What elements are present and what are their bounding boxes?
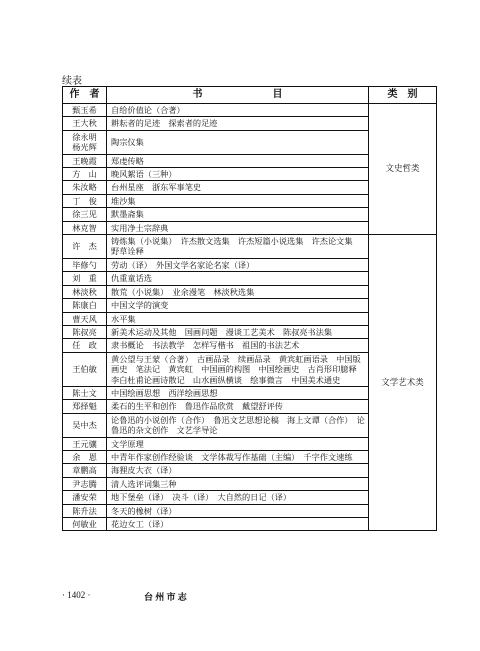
author-cell: 王大秋 [63, 117, 107, 130]
works-cell: 晚风絮语（三种） [107, 168, 369, 181]
works-cell: 柔石的生平和创作 鲁迅作品欣赏 戴望舒评传 [107, 400, 369, 413]
works-cell: 劳动（译） 外国文学名家论名家（译） [107, 258, 369, 271]
author-cell: 尹志腾 [63, 477, 107, 490]
author-cell: 刘 重 [63, 272, 107, 285]
works-cell: 散荒（小说集） 业余漫笔 林淡秋选集 [107, 285, 369, 298]
works-cell: 仇重童话选 [107, 272, 369, 285]
volume-title: 台 州 市 志 [144, 592, 187, 602]
works-cell: 黄公望与王蒙（合著） 古画品录 续画品录 黄宾虹画语录 中国版画史 笔法记 黄宾虹 中国画的构图 中国绘画史 古肖形印臆释 李白杜甫论画诗散记 山水画纵横谈 绘事微言 中国美术通史 [107, 352, 369, 386]
author-cell: 陈叔亮 [63, 325, 107, 338]
author-cell: 丁 俊 [63, 194, 107, 207]
table-row [63, 235, 437, 259]
works-cell: 文学原理 [107, 437, 369, 450]
header-category: 类 别 [369, 87, 437, 104]
header-author: 作 者 [63, 87, 107, 104]
table-header-row [63, 87, 437, 104]
author-cell: 陈升法 [63, 504, 107, 517]
author-cell: 毕修勺 [63, 258, 107, 271]
author-cell: 方 山 [63, 168, 107, 181]
page-footer [62, 590, 187, 602]
author-cell: 余 恩 [63, 450, 107, 463]
author-cell: 徐三见 [63, 208, 107, 221]
category-cell: 文史哲类 [369, 104, 437, 235]
works-cell: 水平集 [107, 312, 369, 325]
works-cell: 新美术运动及其他 国画问题 漫谈工艺美术 陈叔亮书法集 [107, 325, 369, 338]
author-cell: 许 杰 [63, 235, 107, 259]
author-cell: 任 政 [63, 339, 107, 352]
category-cell: 文学艺术类 [369, 235, 437, 531]
author-cell: 何敏业 [63, 518, 107, 531]
works-cell: 台州星座 浙东军事笔史 [107, 181, 369, 194]
author-cell: 徐永明 杨光辉 [63, 130, 107, 154]
author-cell: 陈士文 [63, 386, 107, 399]
author-cell: 甄玉希 [63, 104, 107, 117]
table-row [63, 104, 437, 117]
works-cell: 中国文学的演变 [107, 299, 369, 312]
works-cell: 隶书概论 书法教学 怎样写楷书 祖国的书法艺术 [107, 339, 369, 352]
works-cell: 实用净土宗辞典 [107, 221, 369, 234]
author-cell: 吴中杰 [63, 413, 107, 437]
works-cell: 中国绘画思想 西洋绘画思想 [107, 386, 369, 399]
author-cell: 王伯敏 [63, 352, 107, 386]
works-cell: 冬天的橡树（译） [107, 504, 369, 517]
continued-label: 续表 [62, 76, 82, 87]
author-cell: 郑择魁 [63, 400, 107, 413]
author-cell: 林淡秋 [63, 285, 107, 298]
works-cell: 默墨斋集 [107, 208, 369, 221]
works-cell: 清人选评词集三种 [107, 477, 369, 490]
page-number: · 1402 · [62, 590, 91, 600]
works-cell: 自给价值论（合著） [107, 104, 369, 117]
author-cell: 潘安荣 [63, 491, 107, 504]
bibliography-table [62, 86, 437, 531]
works-cell: 中青年作家创作经验谈 文学体裁写作基础（主编） 千字作文速练 [107, 450, 369, 463]
works-cell: 花边女工（译） [107, 518, 369, 531]
author-cell: 王晚霞 [63, 154, 107, 167]
author-cell: 朱汝略 [63, 181, 107, 194]
author-cell: 章鹏高 [63, 464, 107, 477]
author-cell: 曹天风 [63, 312, 107, 325]
header-works: 书 目 [107, 87, 369, 104]
works-cell: 耕耘者的足迹 探索者的足迹 [107, 117, 369, 130]
works-cell: 地下堡垒（译） 决斗（译） 大自然的日记（译） [107, 491, 369, 504]
works-cell: 海狸皮大衣（译） [107, 464, 369, 477]
author-cell: 陈康白 [63, 299, 107, 312]
works-cell: 郑虔传略 [107, 154, 369, 167]
works-cell: 堆沙集 [107, 194, 369, 207]
author-cell: 林克智 [63, 221, 107, 234]
works-cell: 陶宗仪集 [107, 130, 369, 154]
works-cell: 铸炼集（小说集） 许杰散文选集 许杰短篇小说选集 许杰论文集 野草诠释 [107, 235, 369, 259]
works-cell: 论鲁迅的小说创作（合作） 鲁迅文艺思想论稿 海上文谭（合作） 论鲁迅的杂文创作 文艺学导论 [107, 413, 369, 437]
author-cell: 王元骧 [63, 437, 107, 450]
